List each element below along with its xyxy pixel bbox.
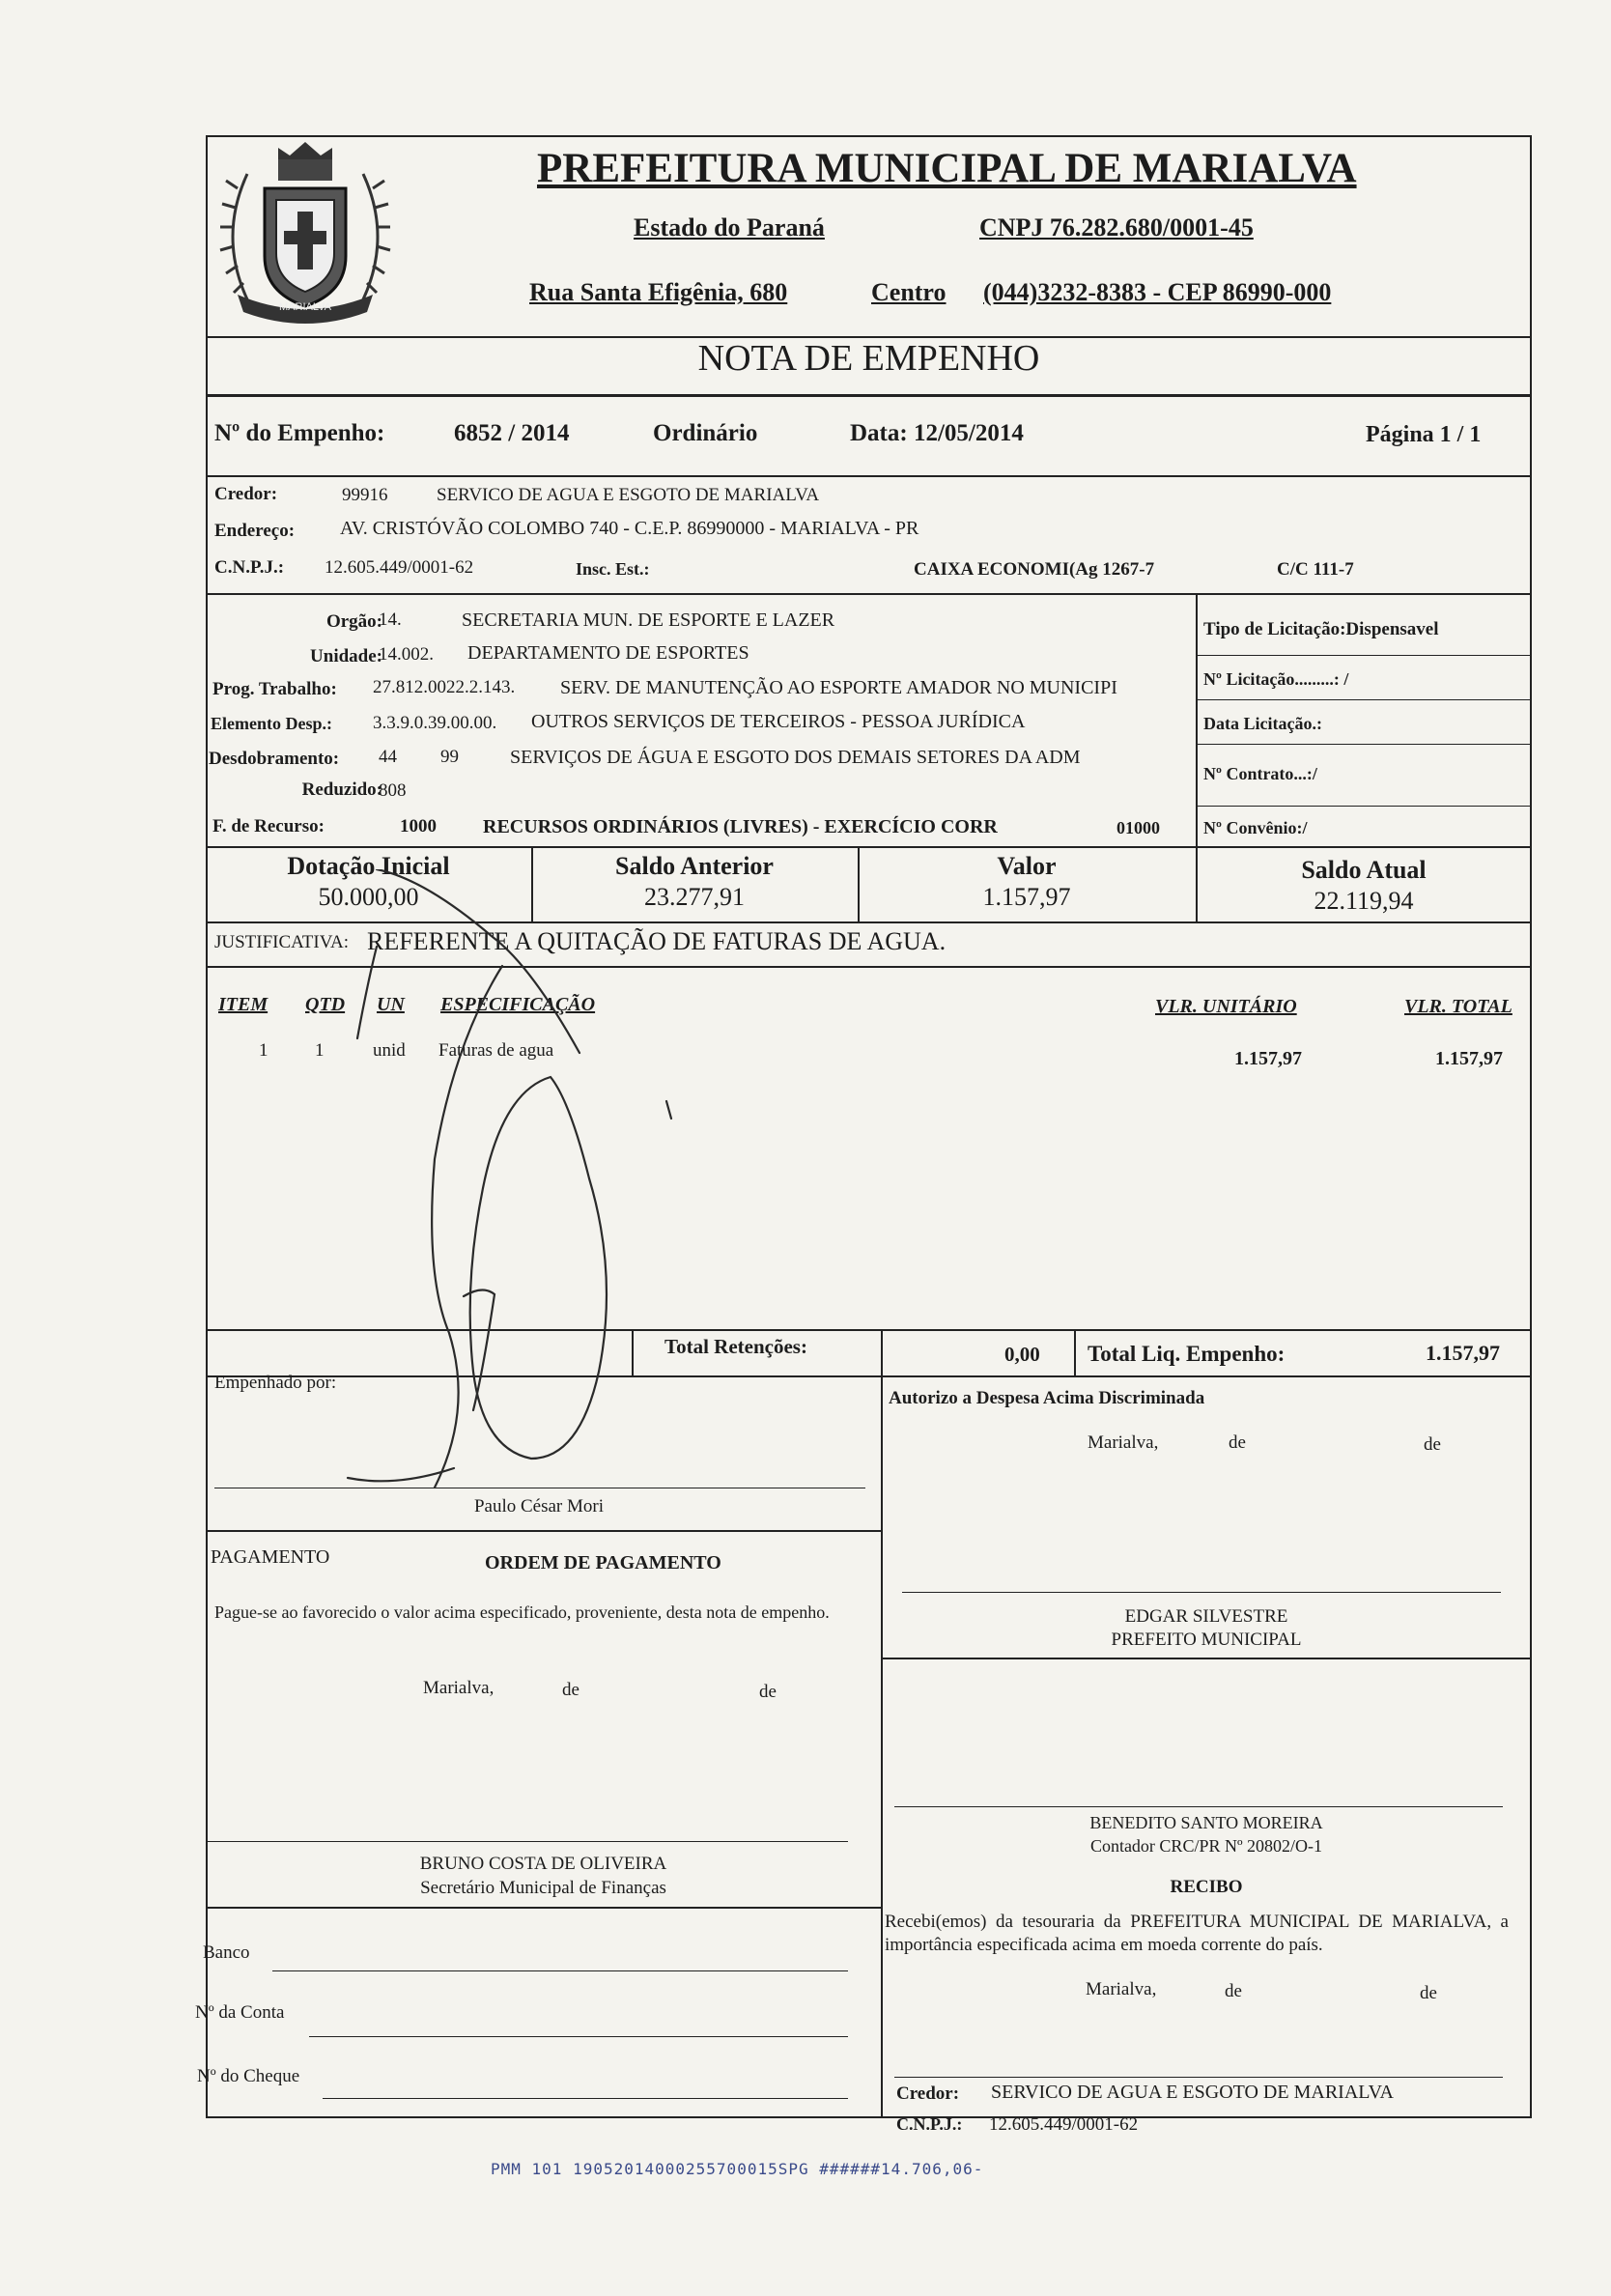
recibo-local: Marialva,: [1086, 1979, 1157, 1999]
credor-banco: CAIXA ECONOMI(Ag 1267-7: [914, 559, 1155, 580]
recibo-title: RECIBO: [1170, 1877, 1243, 1897]
dotacao-inicial-valor: 50.000,00: [318, 883, 419, 911]
saldo-anterior-valor: 23.277,91: [644, 883, 745, 911]
recibo-credor: SERVICO DE AGUA E ESGOTO DE MARIALVA: [991, 2082, 1394, 2103]
valor-valor: 1.157,97: [982, 883, 1071, 911]
desdobramento-label: Desdobramento:: [209, 749, 340, 769]
elemento-nome: OUTROS SERVIÇOS DE TERCEIROS - PESSOA JURÍDICA: [531, 711, 1026, 732]
reduzido-label: Reduzido:: [301, 780, 382, 800]
credor-cnpj: 12.605.449/0001-62: [325, 557, 474, 578]
ordem-pagamento-label: ORDEM DE PAGAMENTO: [485, 1552, 721, 1573]
orgao-nome: SECRETARIA MUN. DE ESPORTE E LAZER: [462, 609, 835, 631]
document-title: NOTA DE EMPENHO: [697, 338, 1040, 379]
desdobramento-codigo-2: 99: [440, 747, 459, 767]
autorizo-de-2: de: [1424, 1434, 1441, 1455]
pagamento-local: Marialva,: [423, 1678, 495, 1698]
insc-est-label: Insc. Est.:: [576, 559, 650, 579]
recurso-label: F. de Recurso:: [212, 816, 325, 836]
col-header-un: UN: [377, 994, 405, 1015]
autorizo-de-1: de: [1229, 1432, 1246, 1453]
total-liquido-valor: 1.157,97: [1426, 1341, 1500, 1365]
recibo-de-1: de: [1225, 1981, 1242, 2001]
empenhado-por-label: Empenhado por:: [214, 1373, 337, 1393]
footer-code: PMM 101 19052014000255700015SPG ######14.706,06-: [491, 2160, 984, 2178]
col-header-vlr-total: VLR. TOTAL: [1404, 996, 1512, 1017]
header-estado: Estado do Paraná: [634, 213, 825, 241]
recibo-cnpj-label: C.N.P.J.:: [896, 2114, 963, 2134]
recurso-codigo-2: 01000: [1116, 818, 1160, 837]
prefeito-nome: EDGAR SILVESTRE: [1124, 1606, 1288, 1627]
recurso-codigo: 1000: [400, 816, 437, 836]
item-especificacao: Faturas de agua: [438, 1040, 554, 1061]
total-retencoes-valor: 0,00: [1004, 1343, 1040, 1366]
unidade-nome: DEPARTAMENTO DE ESPORTES: [467, 642, 749, 664]
desdobramento-codigo-1: 44: [379, 747, 397, 767]
unidade-label: Unidade:: [310, 646, 382, 666]
item-vlr-unitario: 1.157,97: [1234, 1048, 1302, 1069]
empenho-tipo: Ordinário: [653, 420, 758, 446]
item-vlr-total: 1.157,97: [1435, 1048, 1503, 1069]
prog-trabalho-nome: SERV. DE MANUTENÇÃO AO ESPORTE AMADOR NO MUNICIPI: [560, 677, 1117, 698]
banco-label: Banco: [203, 1942, 250, 1963]
reduzido-valor: 808: [379, 780, 407, 801]
tipo-licitacao: Tipo de Licitação:Dispensavel: [1203, 619, 1439, 639]
pagamento-texto: Pague-se ao favorecido o valor acima especificado, proveniente, desta nota de empenho.: [214, 1602, 830, 1622]
col-header-item: ITEM: [218, 994, 268, 1015]
contador-nome: BENEDITO SANTO MOREIRA: [1089, 1813, 1323, 1832]
elemento-label: Elemento Desp.:: [211, 714, 332, 733]
cheque-label: Nº do Cheque: [197, 2066, 300, 2086]
empenho-numero: 6852 / 2014: [454, 420, 570, 446]
recibo-de-2: de: [1420, 1983, 1437, 2003]
justificativa-texto: REFERENTE A QUITAÇÃO DE FATURAS DE AGUA.: [367, 927, 947, 955]
elemento-codigo: 3.3.9.0.39.00.00.: [373, 713, 497, 733]
orgao-codigo: 14.: [379, 609, 402, 630]
numero-convenio: Nº Convênio:/: [1203, 818, 1308, 837]
header-endereco: Rua Santa Efigênia, 680: [529, 278, 788, 306]
item-numero: 1: [259, 1040, 268, 1061]
item-un: unid: [373, 1040, 406, 1061]
municipal-coat-of-arms-icon: [209, 130, 402, 333]
cnpj-label: C.N.P.J.:: [214, 557, 285, 578]
col-header-especificacao: ESPECIFICAÇÃO: [440, 994, 596, 1015]
saldo-atual-label: Saldo Atual: [1301, 856, 1427, 884]
prog-trabalho-codigo: 27.812.0022.2.143.: [373, 677, 516, 697]
empenho-data: Data: 12/05/2014: [850, 420, 1024, 446]
empenho-label: Nº do Empenho:: [214, 420, 385, 446]
numero-licitacao: Nº Licitação.........: /: [1203, 669, 1349, 689]
contador-cargo: Contador CRC/PR Nº 20802/O-1: [1089, 1836, 1323, 1856]
data-licitacao: Data Licitação.:: [1203, 714, 1322, 733]
autorizo-texto: Autorizo a Despesa Acima Discriminada: [889, 1388, 1205, 1408]
credor-codigo: 99916: [342, 485, 388, 505]
dotacao-inicial-label: Dotação Inicial: [287, 852, 450, 880]
secretario-nome: BRUNO COSTA DE OLIVEIRA: [419, 1854, 667, 1874]
orgao-label: Orgão:: [325, 611, 382, 632]
justificativa-label: JUSTIFICATIVA:: [214, 932, 350, 952]
prog-trabalho-label: Prog. Trabalho:: [212, 679, 337, 699]
item-qtd: 1: [315, 1040, 325, 1061]
handwritten-signature: [338, 869, 705, 1526]
credor-label: Credor:: [214, 484, 278, 504]
recibo-texto: Recebi(emos) da tesouraria da PREFEITURA MUNICIPAL DE MARIALVA, a importância especificada acima em moeda corrente do país.: [885, 1912, 1509, 1955]
header-telefone-cep: (044)3232-8383 - CEP 86990-000: [983, 278, 1332, 306]
endereco-label: Endereço:: [214, 521, 296, 541]
recibo-credor-label: Credor:: [896, 2083, 960, 2104]
credor-nome: SERVICO DE AGUA E ESGOTO DE MARIALVA: [437, 485, 820, 505]
credor-endereco: AV. CRISTÓVÃO COLOMBO 740 - C.E.P. 86990000 - MARIALVA - PR: [340, 518, 919, 539]
saldo-atual-valor: 22.119,94: [1314, 887, 1414, 915]
total-liquido-label: Total Liq. Empenho:: [1088, 1342, 1286, 1366]
empenhado-nome: Paulo César Mori: [473, 1496, 605, 1516]
pagamento-de-1: de: [562, 1680, 579, 1700]
saldo-anterior-label: Saldo Anterior: [615, 852, 774, 880]
unidade-codigo: 14.002.: [379, 644, 434, 665]
empenho-pagina: Página 1 / 1: [1366, 422, 1482, 447]
col-header-vlr-unitario: VLR. UNITÁRIO: [1155, 996, 1297, 1017]
recurso-nome: RECURSOS ORDINÁRIOS (LIVRES) - EXERCÍCIO CORR: [483, 816, 998, 837]
page-title: PREFEITURA MUNICIPAL DE MARIALVA: [537, 146, 1357, 191]
header-cnpj: CNPJ 76.282.680/0001-45: [979, 213, 1254, 241]
valor-label: Valor: [997, 852, 1057, 880]
prefeito-cargo: PREFEITO MUNICIPAL: [1111, 1630, 1302, 1650]
svg-text:MARIALVA: MARIALVA: [279, 301, 331, 313]
autorizo-local: Marialva,: [1088, 1432, 1159, 1453]
credor-conta: C/C 111-7: [1277, 559, 1354, 580]
recibo-cnpj: 12.605.449/0001-62: [989, 2114, 1139, 2135]
conta-label: Nº da Conta: [195, 2002, 285, 2023]
pagamento-label: PAGAMENTO: [211, 1546, 330, 1568]
secretario-cargo: Secretário Municipal de Finanças: [420, 1878, 666, 1898]
pagamento-de-2: de: [759, 1682, 777, 1702]
desdobramento-nome: SERVIÇOS DE ÁGUA E ESGOTO DOS DEMAIS SETORES DA ADM: [510, 747, 1081, 768]
header-bairro: Centro: [871, 278, 947, 306]
total-retencoes-label: Total Retenções:: [664, 1335, 807, 1358]
numero-contrato: Nº Contrato...:/: [1203, 764, 1317, 783]
col-header-qtd: QTD: [305, 994, 346, 1015]
